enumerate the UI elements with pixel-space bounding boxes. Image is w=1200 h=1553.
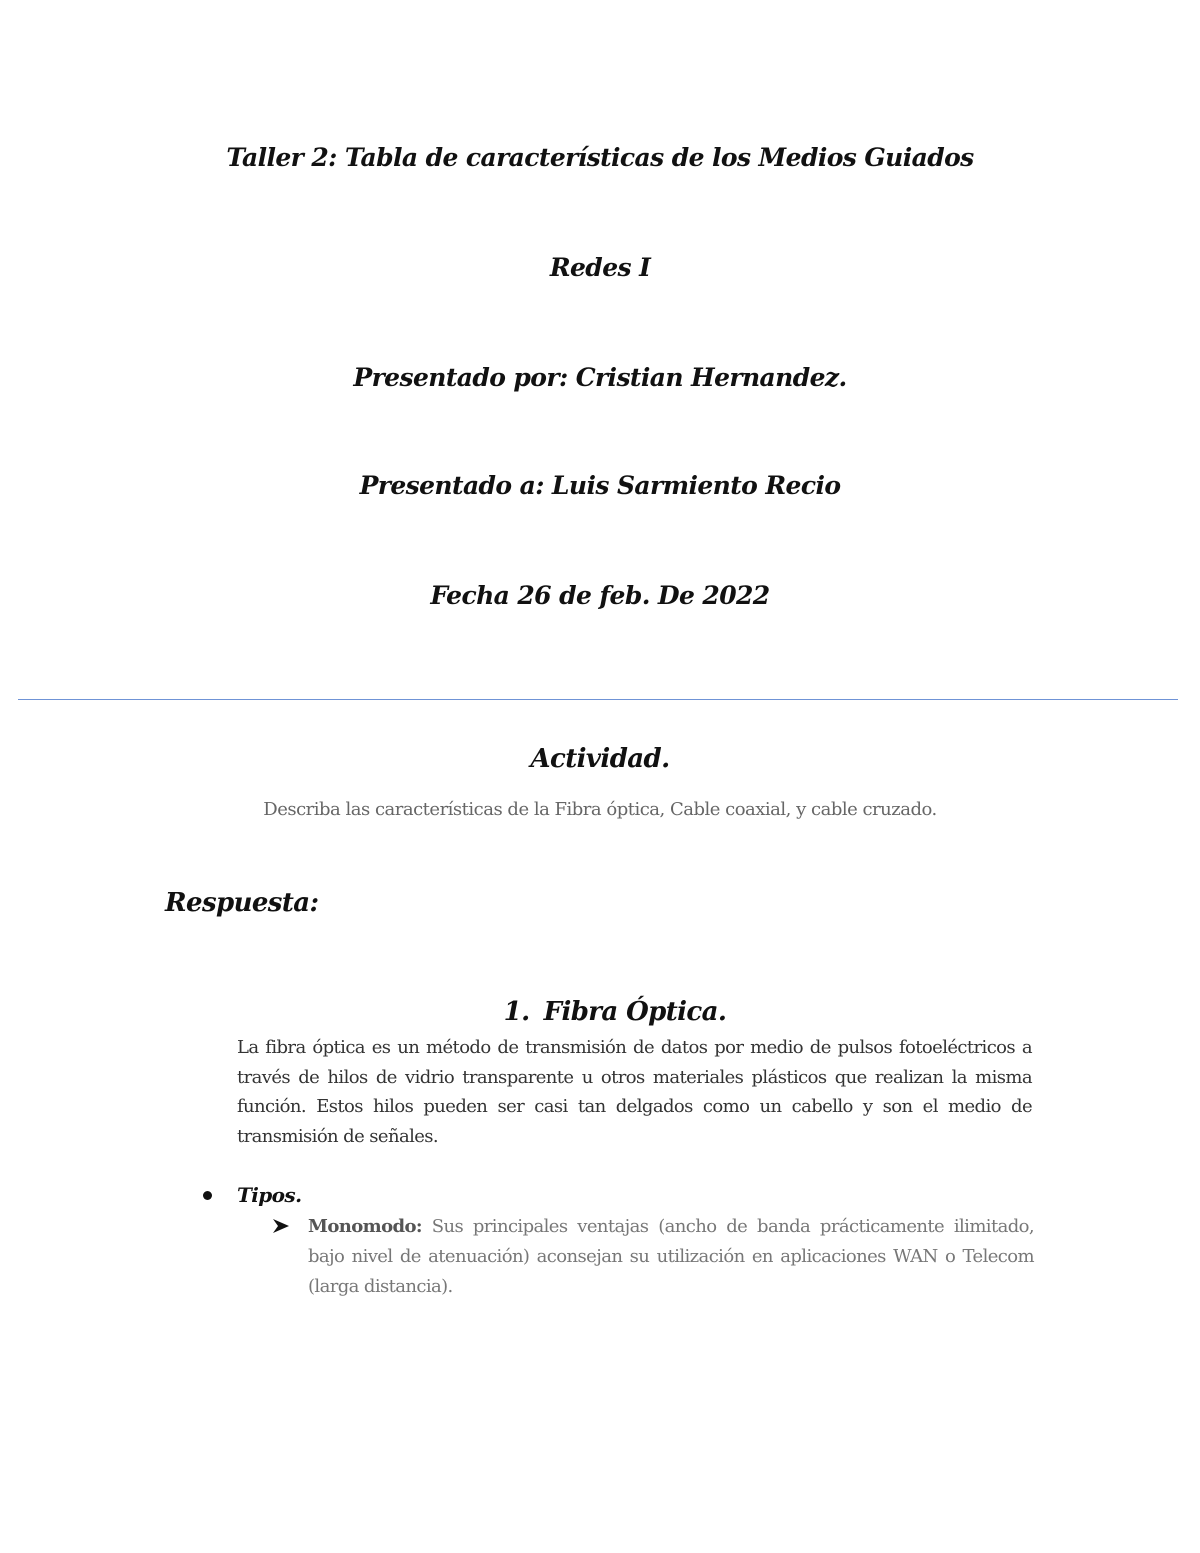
section-heading-fibra-optica	[0, 996, 1200, 1028]
sub-bullet-text	[308, 1212, 1034, 1302]
presented-to: Presentado a: Luis Sarmiento Recio	[359, 471, 841, 500]
bullet-label: Tipos.	[237, 1183, 302, 1207]
type-term: Monomodo:	[308, 1216, 422, 1237]
sub-bullet-item-monomodo	[272, 1212, 1034, 1302]
activity-title: Actividad.	[530, 744, 670, 774]
section-title: Fibra Óptica.	[543, 997, 727, 1027]
presented-by: Presentado por: Cristian Hernandez.	[353, 363, 847, 392]
horizontal-divider	[18, 699, 1178, 700]
course-name: Redes I	[549, 253, 651, 282]
arrowhead-bullet-icon	[272, 1218, 290, 1234]
type-description: Sus principales ventajas (ancho de banda prácticamente ilimitado, bajo nivel de atenuación) aconsejan su utilización en aplicaciones WAN o Telecom (larga distancia).	[308, 1216, 1034, 1297]
section-number: 1.	[503, 997, 530, 1027]
activity-description: Describa las características de la Fibra óptica, Cable coaxial, y cable cruzado.	[263, 799, 937, 820]
fibra-optica-paragraph: La fibra óptica es un método de transmisión de datos por medio de pulsos fotoeléctricos a través de hilos de vidrio transparente u otros materiales plásticos que realizan la misma función. Estos hilos pueden ser casi tan delgados como un cabello y son el medio de transmisión de señales.	[237, 1037, 1032, 1147]
document-date: Fecha 26 de feb. De 2022	[430, 581, 770, 610]
filled-circle-bullet-icon	[203, 1191, 212, 1200]
response-heading: Respuesta:	[165, 888, 319, 918]
document-title: Taller 2: Tabla de características de los Medios Guiados	[226, 143, 974, 172]
bullet-item-tipos	[203, 1181, 301, 1209]
